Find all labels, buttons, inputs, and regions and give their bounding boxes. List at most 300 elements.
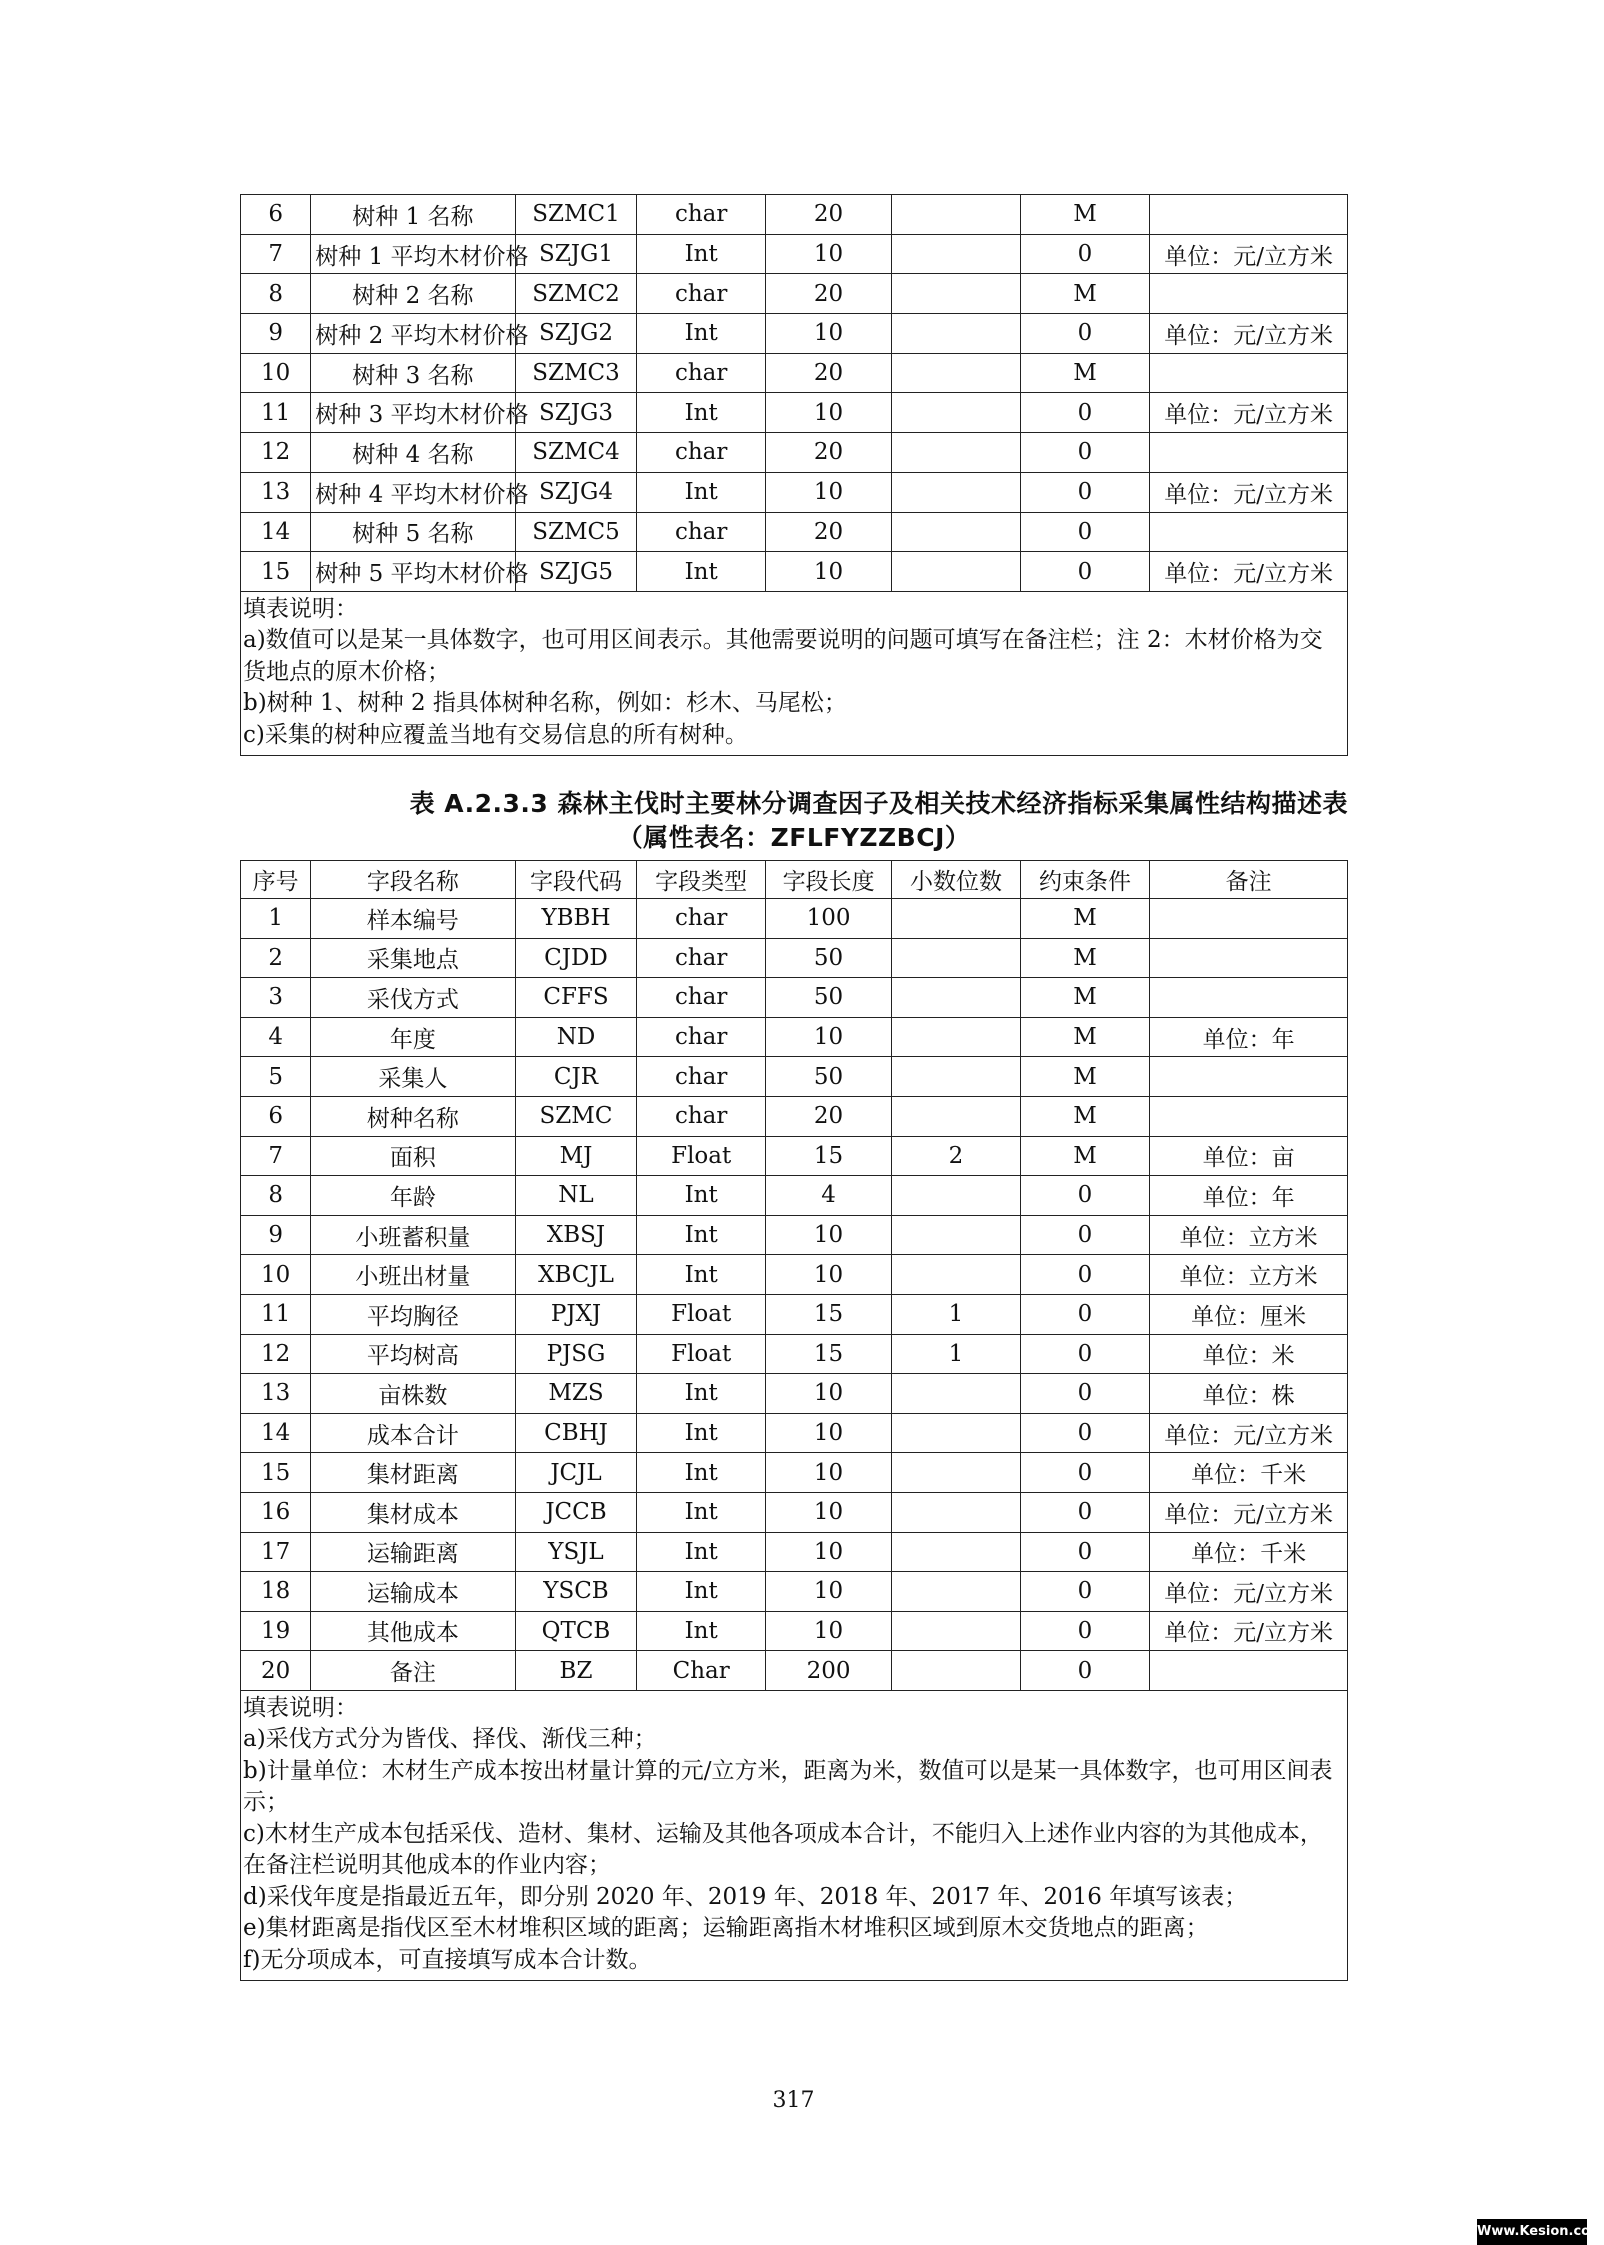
cell-field-length: 10	[765, 1611, 891, 1651]
cell-decimal-places: 1	[892, 1334, 1020, 1374]
cell-field-type: Int	[637, 552, 765, 592]
cell-remark: 单位：元/立方米	[1150, 393, 1348, 433]
page-number: 317	[772, 2088, 815, 2113]
table-header-row	[241, 861, 1348, 899]
cell-decimal-places	[892, 234, 1020, 274]
cell-field-length: 10	[765, 1374, 891, 1414]
table-row	[241, 1611, 1348, 1651]
cell-field-length: 10	[765, 552, 891, 592]
cell-field-code: BZ	[515, 1651, 637, 1691]
cell-field-name: 年度	[311, 1017, 515, 1057]
cell-field-code: CJR	[515, 1057, 637, 1097]
notes-heading: 填表说明：	[243, 595, 358, 622]
cell-no: 7	[241, 1136, 311, 1176]
cell-no: 20	[241, 1651, 311, 1691]
cell-field-name: 其他成本	[311, 1611, 515, 1651]
cell-remark: 单位：亩	[1150, 1136, 1348, 1176]
cell-remark: 单位：元/立方米	[1150, 472, 1348, 512]
cell-constraint: 0	[1020, 1176, 1150, 1216]
cell-remark: 单位：元/立方米	[1150, 552, 1348, 592]
cell-no: 12	[241, 1334, 311, 1374]
cell-field-type: Int	[637, 314, 765, 354]
cell-field-name: 树种 3 名称	[311, 353, 515, 393]
cell-field-length: 20	[765, 274, 891, 314]
cell-no: 14	[241, 512, 311, 552]
header-remark: 备注	[1150, 861, 1348, 899]
cell-decimal-places	[892, 1255, 1020, 1295]
cell-field-code: SZMC2	[515, 274, 637, 314]
table-row	[241, 1294, 1348, 1334]
table-row	[241, 433, 1348, 473]
cell-field-type: Int	[637, 1492, 765, 1532]
note-line: c)木材生产成本包括采伐、造材、集材、运输及其他各项成本合计，不能归入上述作业内容的为其他成本，在备注栏说明其他成本的作业内容；	[243, 1820, 1323, 1879]
cell-decimal-places	[892, 1532, 1020, 1572]
cell-remark: 单位：米	[1150, 1334, 1348, 1374]
cell-field-type: Int	[637, 1453, 765, 1493]
table-row	[241, 1572, 1348, 1612]
cell-no: 12	[241, 433, 311, 473]
table-row	[241, 472, 1348, 512]
cell-field-name: 面积	[311, 1136, 515, 1176]
cell-no: 2	[241, 938, 311, 978]
note-line: d)采伐年度是指最近五年，即分别 2020 年、2019 年、2018 年、2017 年、2016 年填写该表；	[243, 1883, 1248, 1910]
cell-no: 8	[241, 274, 311, 314]
cell-field-type: Int	[637, 1572, 765, 1612]
cell-field-length: 10	[765, 1572, 891, 1612]
cell-decimal-places	[892, 472, 1020, 512]
cell-field-code: PJSG	[515, 1334, 637, 1374]
cell-field-name: 采集人	[311, 1057, 515, 1097]
cell-field-type: char	[637, 195, 765, 235]
cell-field-type: char	[637, 899, 765, 939]
cell-constraint: M	[1020, 978, 1150, 1018]
cell-decimal-places	[892, 274, 1020, 314]
cell-remark: 单位：元/立方米	[1150, 1413, 1348, 1453]
cell-field-code: SZJG2	[515, 314, 637, 354]
cell-no: 3	[241, 978, 311, 1018]
cell-decimal-places	[892, 433, 1020, 473]
cell-no: 13	[241, 472, 311, 512]
cell-field-type: Int	[637, 1255, 765, 1295]
cell-remark: 单位：立方米	[1150, 1215, 1348, 1255]
attribute-structure-table	[240, 860, 1348, 1981]
cell-field-name: 小班出材量	[311, 1255, 515, 1295]
table-row	[241, 195, 1348, 235]
cell-field-type: Float	[637, 1294, 765, 1334]
cell-field-name: 树种 4 平均木材价格	[311, 472, 515, 512]
cell-field-type: Int	[637, 234, 765, 274]
cell-constraint: 0	[1020, 1572, 1150, 1612]
table-row	[241, 938, 1348, 978]
cell-no: 10	[241, 1255, 311, 1295]
cell-remark: 单位：厘米	[1150, 1294, 1348, 1334]
cell-constraint: 0	[1020, 1374, 1150, 1414]
table-row	[241, 1057, 1348, 1097]
cell-field-type: char	[637, 1057, 765, 1097]
cell-no: 7	[241, 234, 311, 274]
cell-field-code: YSCB	[515, 1572, 637, 1612]
cell-field-type: char	[637, 274, 765, 314]
cell-field-name: 采集地点	[311, 938, 515, 978]
cell-constraint: M	[1020, 274, 1150, 314]
attribute-table-continued-body	[241, 195, 1348, 756]
cell-no: 15	[241, 1453, 311, 1493]
cell-field-length: 4	[765, 1176, 891, 1216]
cell-field-name: 年龄	[311, 1176, 515, 1216]
cell-remark: 单位：千米	[1150, 1453, 1348, 1493]
table-row	[241, 512, 1348, 552]
cell-remark: 单位：株	[1150, 1374, 1348, 1414]
cell-remark	[1150, 938, 1348, 978]
cell-field-length: 20	[765, 195, 891, 235]
cell-remark	[1150, 274, 1348, 314]
table-row	[241, 1651, 1348, 1691]
table-row	[241, 1017, 1348, 1057]
cell-constraint: 0	[1020, 552, 1150, 592]
cell-field-length: 20	[765, 353, 891, 393]
cell-remark: 单位：元/立方米	[1150, 234, 1348, 274]
cell-remark: 单位：元/立方米	[1150, 1611, 1348, 1651]
cell-no: 4	[241, 1017, 311, 1057]
cell-remark	[1150, 1096, 1348, 1136]
cell-field-name: 树种 1 名称	[311, 195, 515, 235]
cell-decimal-places: 2	[892, 1136, 1020, 1176]
cell-field-code: MJ	[515, 1136, 637, 1176]
cell-field-type: Int	[637, 393, 765, 433]
cell-field-length: 10	[765, 1453, 891, 1493]
header-decimal-places: 小数位数	[892, 861, 1020, 899]
cell-field-type: char	[637, 1096, 765, 1136]
cell-no: 15	[241, 552, 311, 592]
notes-cell	[241, 1690, 1348, 1981]
cell-decimal-places	[892, 1651, 1020, 1691]
cell-field-length: 10	[765, 1492, 891, 1532]
cell-field-length: 15	[765, 1136, 891, 1176]
cell-remark: 单位：年	[1150, 1017, 1348, 1057]
table-row	[241, 314, 1348, 354]
cell-constraint: M	[1020, 899, 1150, 939]
cell-remark: 单位：年	[1150, 1176, 1348, 1216]
cell-remark	[1150, 195, 1348, 235]
cell-no: 6	[241, 1096, 311, 1136]
cell-field-length: 10	[765, 393, 891, 433]
cell-field-length: 15	[765, 1334, 891, 1374]
cell-constraint: M	[1020, 1057, 1150, 1097]
table-row	[241, 1374, 1348, 1414]
cell-field-type: Float	[637, 1334, 765, 1374]
cell-field-name: 采伐方式	[311, 978, 515, 1018]
cell-decimal-places	[892, 978, 1020, 1018]
cell-field-length: 15	[765, 1294, 891, 1334]
cell-field-length: 10	[765, 1532, 891, 1572]
cell-field-code: XBSJ	[515, 1215, 637, 1255]
cell-constraint: 0	[1020, 393, 1150, 433]
cell-constraint: 0	[1020, 1215, 1150, 1255]
cell-field-name: 运输成本	[311, 1572, 515, 1612]
cell-field-type: Int	[637, 1611, 765, 1651]
cell-field-name: 样本编号	[311, 899, 515, 939]
watermark: Www.Kesion.com	[1477, 2219, 1587, 2245]
cell-remark: 单位：元/立方米	[1150, 314, 1348, 354]
header-field-type: 字段类型	[637, 861, 765, 899]
cell-field-type: char	[637, 433, 765, 473]
header-no: 序号	[241, 861, 311, 899]
cell-field-length: 50	[765, 978, 891, 1018]
cell-decimal-places	[892, 1176, 1020, 1216]
cell-constraint: M	[1020, 353, 1150, 393]
cell-remark	[1150, 978, 1348, 1018]
attribute-table-continued	[240, 194, 1348, 756]
table-row	[241, 353, 1348, 393]
cell-field-code: SZMC	[515, 1096, 637, 1136]
cell-field-code: CJDD	[515, 938, 637, 978]
note-line: a)采伐方式分为皆伐、择伐、渐伐三种；	[243, 1726, 657, 1753]
cell-decimal-places	[892, 552, 1020, 592]
cell-field-code: JCJL	[515, 1453, 637, 1493]
table-row	[241, 1453, 1348, 1493]
table-row	[241, 274, 1348, 314]
cell-decimal-places: 1	[892, 1294, 1020, 1334]
table-row	[241, 1334, 1348, 1374]
cell-no: 16	[241, 1492, 311, 1532]
cell-field-type: char	[637, 978, 765, 1018]
cell-field-length: 50	[765, 1057, 891, 1097]
cell-field-type: Int	[637, 1413, 765, 1453]
cell-constraint: 0	[1020, 1492, 1150, 1532]
cell-decimal-places	[892, 1017, 1020, 1057]
cell-field-name: 树种 3 平均木材价格	[311, 393, 515, 433]
table-row	[241, 899, 1348, 939]
notes-row	[241, 591, 1348, 756]
cell-constraint: M	[1020, 1017, 1150, 1057]
cell-no: 9	[241, 1215, 311, 1255]
cell-field-name: 树种 5 平均木材价格	[311, 552, 515, 592]
cell-field-length: 20	[765, 433, 891, 473]
table-row	[241, 1215, 1348, 1255]
cell-field-name: 亩株数	[311, 1374, 515, 1414]
cell-remark	[1150, 1651, 1348, 1691]
table-row	[241, 1096, 1348, 1136]
cell-field-name: 集材成本	[311, 1492, 515, 1532]
cell-field-code: XBCJL	[515, 1255, 637, 1295]
cell-field-length: 20	[765, 1096, 891, 1136]
cell-field-code: QTCB	[515, 1611, 637, 1651]
cell-no: 10	[241, 353, 311, 393]
cell-field-length: 10	[765, 1215, 891, 1255]
cell-field-name: 平均树高	[311, 1334, 515, 1374]
cell-field-code: CFFS	[515, 978, 637, 1018]
cell-no: 1	[241, 899, 311, 939]
table-row	[241, 1532, 1348, 1572]
cell-field-name: 成本合计	[311, 1413, 515, 1453]
cell-field-name: 树种 2 名称	[311, 274, 515, 314]
cell-constraint: 0	[1020, 1611, 1150, 1651]
cell-constraint: M	[1020, 195, 1150, 235]
table-row	[241, 1413, 1348, 1453]
cell-constraint: 0	[1020, 314, 1150, 354]
cell-decimal-places	[892, 1413, 1020, 1453]
cell-decimal-places	[892, 1492, 1020, 1532]
cell-field-type: Float	[637, 1136, 765, 1176]
cell-field-name: 平均胸径	[311, 1294, 515, 1334]
cell-field-name: 树种 5 名称	[311, 512, 515, 552]
cell-field-type: Char	[637, 1651, 765, 1691]
cell-constraint: 0	[1020, 433, 1150, 473]
cell-decimal-places	[892, 393, 1020, 433]
cell-constraint: 0	[1020, 1334, 1150, 1374]
cell-field-code: SZMC1	[515, 195, 637, 235]
cell-decimal-places	[892, 1215, 1020, 1255]
table-row	[241, 552, 1348, 592]
cell-no: 13	[241, 1374, 311, 1414]
notes-heading: 填表说明：	[243, 1694, 358, 1721]
cell-decimal-places	[892, 1572, 1020, 1612]
header-field-code: 字段代码	[515, 861, 637, 899]
cell-decimal-places	[892, 938, 1020, 978]
cell-constraint: M	[1020, 1136, 1150, 1176]
cell-field-type: Int	[637, 1374, 765, 1414]
cell-field-name: 树种 2 平均木材价格	[311, 314, 515, 354]
cell-decimal-places	[892, 1096, 1020, 1136]
cell-decimal-places	[892, 1374, 1020, 1414]
cell-remark: 单位：千米	[1150, 1532, 1348, 1572]
cell-constraint: 0	[1020, 1413, 1150, 1453]
cell-decimal-places	[892, 512, 1020, 552]
cell-field-name: 树种名称	[311, 1096, 515, 1136]
notes-cell	[241, 591, 1348, 756]
cell-constraint: 0	[1020, 1294, 1150, 1334]
cell-no: 14	[241, 1413, 311, 1453]
cell-constraint: 0	[1020, 234, 1150, 274]
cell-field-code: SZMC4	[515, 433, 637, 473]
table-row	[241, 1176, 1348, 1216]
cell-field-length: 100	[765, 899, 891, 939]
cell-remark	[1150, 512, 1348, 552]
cell-field-length: 10	[765, 1017, 891, 1057]
cell-field-code: SZJG5	[515, 552, 637, 592]
note-line: e)集材距离是指伐区至木材堆积区域的距离；运输距离指木材堆积区域到原木交货地点的距离；	[243, 1915, 1209, 1942]
cell-field-type: char	[637, 938, 765, 978]
cell-decimal-places	[892, 1057, 1020, 1097]
cell-remark: 单位：立方米	[1150, 1255, 1348, 1295]
table-title: 表 A.2.3.3 森林主伐时主要林分调查因子及相关技术经济指标采集属性结构描述表	[409, 789, 1348, 818]
cell-decimal-places	[892, 1611, 1020, 1651]
table-row	[241, 393, 1348, 433]
cell-no: 6	[241, 195, 311, 235]
cell-field-type: Int	[637, 472, 765, 512]
cell-field-length: 10	[765, 234, 891, 274]
cell-no: 18	[241, 1572, 311, 1612]
header-field-name: 字段名称	[311, 861, 515, 899]
cell-constraint: 0	[1020, 1532, 1150, 1572]
note-line: c)采集的树种应覆盖当地有交易信息的所有树种。	[243, 721, 748, 748]
cell-field-name: 树种 4 名称	[311, 433, 515, 473]
cell-no: 19	[241, 1611, 311, 1651]
cell-field-code: CBHJ	[515, 1413, 637, 1453]
cell-field-code: SZJG4	[515, 472, 637, 512]
attribute-structure-table-body	[241, 899, 1348, 1981]
cell-constraint: M	[1020, 938, 1150, 978]
cell-field-code: SZJG3	[515, 393, 637, 433]
cell-field-code: SZMC3	[515, 353, 637, 393]
cell-field-name: 小班蓄积量	[311, 1215, 515, 1255]
cell-remark	[1150, 899, 1348, 939]
cell-field-code: YSJL	[515, 1532, 637, 1572]
cell-decimal-places	[892, 353, 1020, 393]
table-subtitle: （属性表名：ZFLFYZZBCJ）	[617, 823, 971, 852]
cell-field-length: 10	[765, 472, 891, 512]
cell-field-code: SZMC5	[515, 512, 637, 552]
cell-constraint: 0	[1020, 472, 1150, 512]
cell-field-code: ND	[515, 1017, 637, 1057]
cell-remark	[1150, 433, 1348, 473]
table-row	[241, 234, 1348, 274]
cell-field-code: JCCB	[515, 1492, 637, 1532]
cell-field-type: char	[637, 512, 765, 552]
cell-field-name: 集材距离	[311, 1453, 515, 1493]
cell-no: 9	[241, 314, 311, 354]
cell-field-code: MZS	[515, 1374, 637, 1414]
cell-field-type: Int	[637, 1215, 765, 1255]
cell-field-name: 运输距离	[311, 1532, 515, 1572]
cell-constraint: M	[1020, 1096, 1150, 1136]
cell-field-code: PJXJ	[515, 1294, 637, 1334]
table-row	[241, 1492, 1348, 1532]
cell-decimal-places	[892, 314, 1020, 354]
cell-field-name: 树种 1 平均木材价格	[311, 234, 515, 274]
note-line: b)计量单位：木材生产成本按出材量计算的元/立方米，距离为米，数值可以是某一具体数字，也可用区间表示；	[243, 1757, 1333, 1816]
note-line: a)数值可以是某一具体数字，也可用区间表示。其他需要说明的问题可填写在备注栏；注 2：木材价格为交货地点的原木价格；	[243, 627, 1323, 685]
table-row	[241, 978, 1348, 1018]
cell-no: 5	[241, 1057, 311, 1097]
cell-constraint: 0	[1020, 1651, 1150, 1691]
cell-field-length: 10	[765, 314, 891, 354]
cell-field-length: 200	[765, 1651, 891, 1691]
cell-field-type: char	[637, 1017, 765, 1057]
cell-constraint: 0	[1020, 1453, 1150, 1493]
cell-no: 17	[241, 1532, 311, 1572]
notes-row	[241, 1690, 1348, 1981]
table-row	[241, 1136, 1348, 1176]
cell-no: 11	[241, 393, 311, 433]
note-line: b)树种 1、树种 2 指具体树种名称，例如：杉木、马尾松；	[243, 690, 847, 717]
cell-constraint: 0	[1020, 1255, 1150, 1295]
cell-remark	[1150, 353, 1348, 393]
cell-field-type: Int	[637, 1176, 765, 1216]
cell-field-type: char	[637, 353, 765, 393]
note-line: f)无分项成本，可直接填写成本合计数。	[243, 1946, 652, 1973]
cell-field-code: SZJG1	[515, 234, 637, 274]
cell-decimal-places	[892, 195, 1020, 235]
cell-field-name: 备注	[311, 1651, 515, 1691]
header-field-length: 字段长度	[765, 861, 891, 899]
cell-field-code: YBBH	[515, 899, 637, 939]
cell-remark: 单位：元/立方米	[1150, 1572, 1348, 1612]
cell-no: 11	[241, 1294, 311, 1334]
cell-field-length: 20	[765, 512, 891, 552]
cell-field-type: Int	[637, 1532, 765, 1572]
header-constraint: 约束条件	[1020, 861, 1150, 899]
cell-no: 8	[241, 1176, 311, 1216]
cell-decimal-places	[892, 899, 1020, 939]
cell-remark: 单位：元/立方米	[1150, 1492, 1348, 1532]
cell-remark	[1150, 1057, 1348, 1097]
cell-constraint: 0	[1020, 512, 1150, 552]
cell-field-code: NL	[515, 1176, 637, 1216]
cell-decimal-places	[892, 1453, 1020, 1493]
cell-field-length: 10	[765, 1413, 891, 1453]
cell-field-length: 10	[765, 1255, 891, 1295]
